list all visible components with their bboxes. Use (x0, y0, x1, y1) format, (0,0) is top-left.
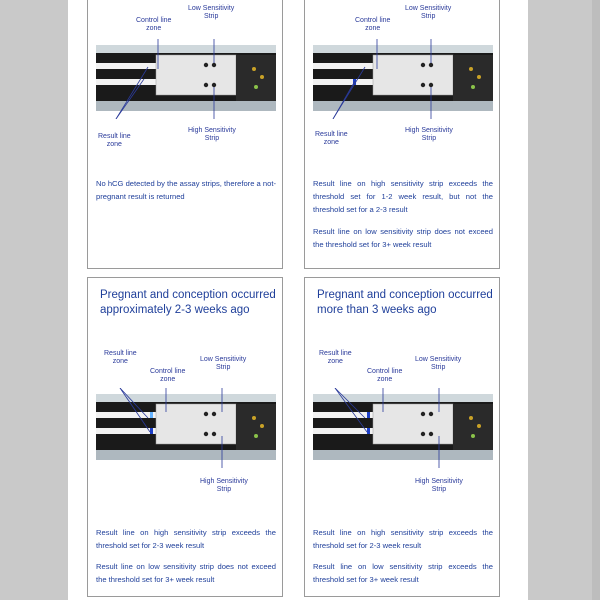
test-device-image (96, 388, 276, 468)
label-control-line: Control line zone (367, 368, 403, 383)
description-paragraph-1: Result line on high sensitivity strip exceeds the threshold set for 2-3 week result (313, 528, 493, 550)
label-high-sensitivity: High Sensitivity Strip (200, 478, 248, 493)
card-2-3-weeks (87, 277, 283, 597)
label-high-sensitivity: High Sensitivity Strip (188, 127, 236, 142)
description-paragraph-2: Result line on low sensitivity strip does not exceed the threshold set for 3+ week result (96, 562, 276, 584)
description-paragraph-2: Result line on low sensitivity strip does not exceed the threshold set for 3+ week result (313, 227, 493, 249)
description-paragraph-1: Result line on high sensitivity strip exceeds the threshold set for 2-3 week result (96, 528, 276, 550)
card-title: Pregnant and conception occurred approximately 2-3 weeks ago (100, 289, 276, 316)
card-not-pregnant (87, 0, 283, 269)
label-result-line: Result line zone (98, 133, 131, 148)
test-device-image (313, 39, 493, 119)
test-device-image (96, 39, 276, 119)
test-device-image (313, 388, 493, 468)
description-paragraph: No hCG detected by the assay strips, therefore a not-pregnant result is returned (96, 179, 276, 201)
label-low-sensitivity: Low Sensitivity Strip (200, 356, 247, 371)
scrollbar[interactable] (592, 0, 600, 600)
label-high-sensitivity: High Sensitivity Strip (415, 478, 463, 493)
label-control-line: Control line zone (136, 17, 172, 32)
label-low-sensitivity: Low Sensitivity Strip (405, 5, 452, 20)
label-result-line: Result line zone (315, 131, 348, 146)
label-low-sensitivity: Low Sensitivity Strip (188, 5, 235, 20)
label-high-sensitivity: High Sensitivity Strip (405, 127, 453, 142)
label-result-line: Result line zone (104, 350, 137, 365)
card-title: Pregnant and conception occurred more than 3 weeks ago (317, 289, 493, 316)
description-paragraph-1: Result line on high sensitivity strip exceeds the threshold set for 1-2 week result, but not the threshold set for a 2-3 result (313, 179, 493, 214)
card-3-plus-weeks (304, 277, 500, 597)
description-paragraph-2: Result line on low sensitivity strip exceeds the threshold set for 3+ week result (313, 562, 493, 584)
card-1-2-weeks (304, 0, 500, 269)
label-control-line: Control line zone (355, 17, 391, 32)
label-low-sensitivity: Low Sensitivity Strip (415, 356, 462, 371)
label-control-line: Control line zone (150, 368, 186, 383)
label-result-line: Result line zone (319, 350, 352, 365)
